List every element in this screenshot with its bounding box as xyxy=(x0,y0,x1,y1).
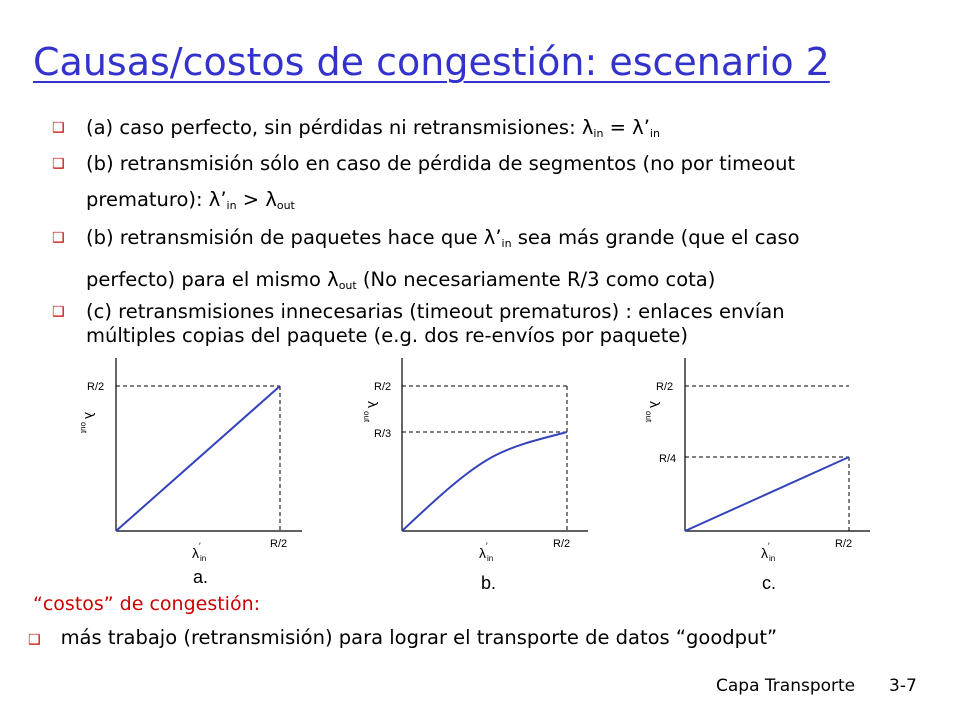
graph-a-ytop-label: R/2 xyxy=(87,381,105,393)
costs-heading: “costos” de congestión: xyxy=(33,593,261,615)
svg-text:in: in xyxy=(487,554,494,563)
graph-a-ylabel xyxy=(79,412,98,434)
graph-b xyxy=(362,358,588,593)
svg-text:out: out xyxy=(362,411,371,423)
bullet-marker-icon: ❑ xyxy=(52,304,65,320)
bullet-a-perfect: ❑ (a) caso perfecto, sin pérdidas ni retransmisiones: $\lambda_{in}$ = $\lambda’_{in}$ xyxy=(52,110,922,152)
bottom-bullet xyxy=(28,626,777,649)
svg-text:λ: λ xyxy=(479,545,486,561)
svg-text:in: in xyxy=(200,554,207,563)
graph-c-caption: c. xyxy=(762,573,777,593)
graph-c xyxy=(644,358,870,593)
svg-text:out: out xyxy=(644,411,653,423)
bullet-marker-icon: ❑ xyxy=(52,156,65,172)
footer-chapter: Capa Transporte xyxy=(716,676,856,696)
svg-text:λ: λ xyxy=(82,412,98,419)
svg-text:λ: λ xyxy=(647,401,663,408)
bullet-c-unneeded: ❑ (c) retransmisiones innecesarias (timeout prematuros) : enlaces envían múltiples copias del paquete (e.g. dos re-envíos por paquete) xyxy=(52,300,785,347)
graph-a-xend-label: R/2 xyxy=(270,538,288,550)
svg-text:λ: λ xyxy=(761,545,768,561)
svg-text:out: out xyxy=(79,422,88,434)
graph-a-caption: a. xyxy=(193,567,209,587)
graph-c-xend-label: R/2 xyxy=(835,538,853,550)
svg-text:′: ′ xyxy=(768,541,770,551)
graph-c-ytop-label: R/2 xyxy=(656,381,674,393)
bullet-marker-icon: ❑ xyxy=(52,230,65,246)
footer-page-number: 3-7 xyxy=(889,676,917,696)
graph-c-ylabel xyxy=(644,401,663,423)
graph-b-mid-label: R/3 xyxy=(374,428,392,440)
bullet-b-loss: ❑ (b) retransmisión sólo en caso de pérdida de segmentos (no por timeout prematuro): $\lambda’_{in} > \lambda_{out}$ xyxy=(52,146,922,224)
graph-a-xlabel xyxy=(192,541,206,563)
graph-c-xlabel xyxy=(761,541,775,563)
graph-c-curve xyxy=(685,457,849,531)
graph-b-xlabel xyxy=(479,541,493,563)
graph-b-ylabel xyxy=(362,401,381,423)
bullet-marker-icon: ❑ xyxy=(52,120,65,136)
svg-text:λ: λ xyxy=(192,545,199,561)
graph-b-curve xyxy=(402,432,567,531)
svg-text:λ: λ xyxy=(365,401,381,408)
slide-title: Causas/costos de congestión: escenario 2 xyxy=(33,40,830,84)
bullet-b-retransmission: ❑ (b) retransmisión de paquetes hace que $\lambda’_{in}$ sea más grande (que el caso perfecto) para el mismo $\lambda_{out}$ (No necesariamente R/3 como cota) xyxy=(52,220,922,304)
graph-b-xend-label: R/2 xyxy=(553,538,571,550)
svg-text:′: ′ xyxy=(486,541,488,551)
svg-text:′: ′ xyxy=(199,541,201,551)
bullet-marker-icon: ❑ xyxy=(28,632,41,648)
bottom-bullet-text: más trabajo (retransmisión) para lograr el transporte de datos “goodput” xyxy=(60,626,778,649)
graph-b-ytop-label: R/2 xyxy=(374,381,392,393)
graph-a-curve xyxy=(116,386,280,531)
svg-text:in: in xyxy=(769,554,776,563)
graph-b-caption: b. xyxy=(481,573,497,593)
graph-a xyxy=(79,358,302,587)
graph-c-mid-label: R/4 xyxy=(659,453,677,465)
